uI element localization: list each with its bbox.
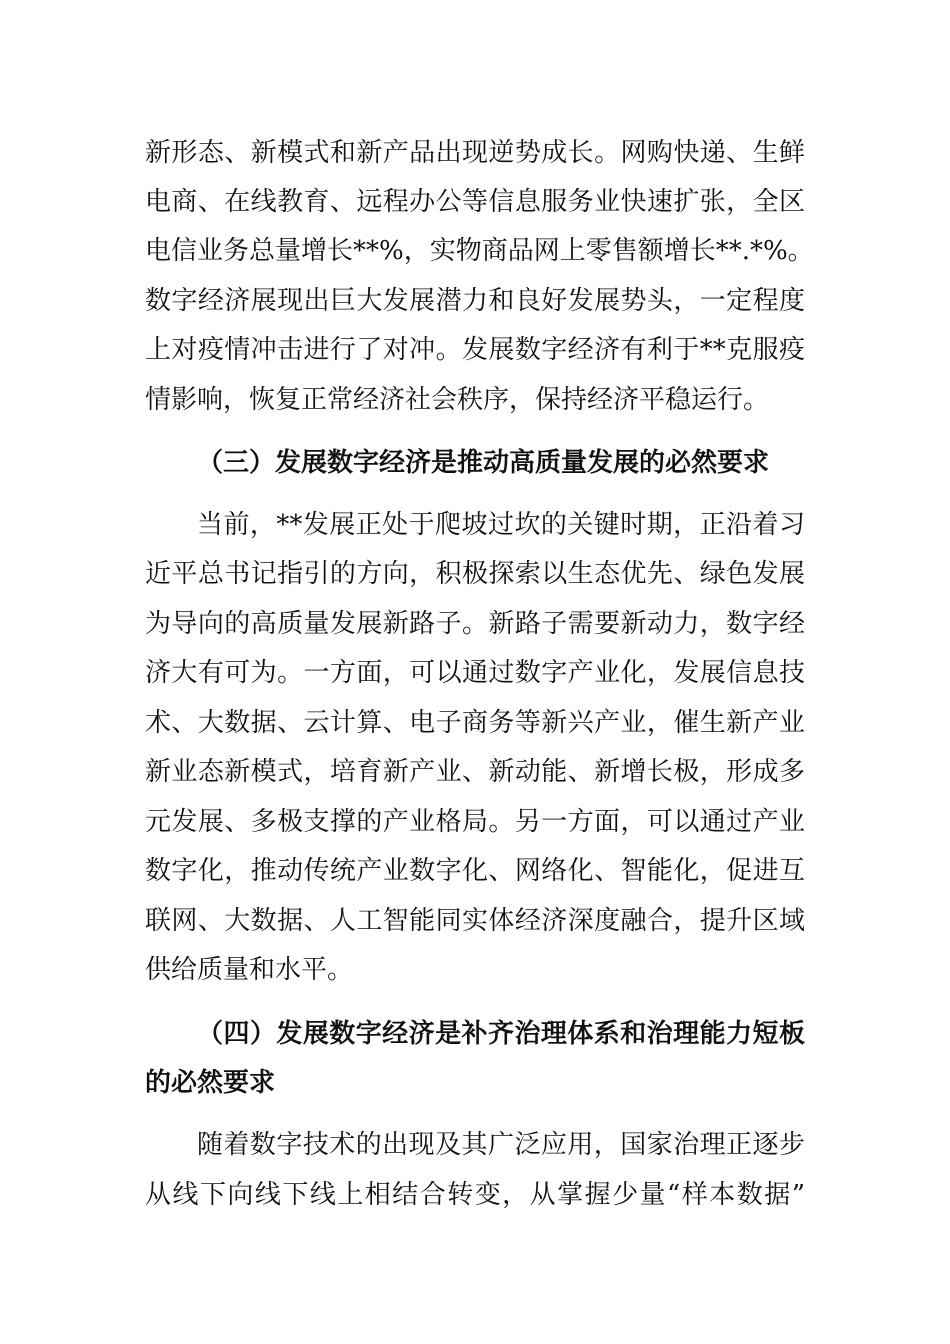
body-text-line: 电商、在线教育、远程办公等信息服务业快速扩张，全区 [145, 187, 805, 217]
body-text-line: 数字化，推动传统产业数字化、网络化、智能化，促进互 [145, 856, 805, 886]
body-text-line: 济大有可为。一方面，可以通过数字产业化，发展信息技 [145, 658, 805, 688]
body-text-line: 随着数字技术的出现及其广泛应用，国家治理正逐步 [197, 1130, 805, 1160]
section-heading: （三）发展数字经济是推动高质量发展的必然要求 [197, 448, 770, 478]
body-text-line: 数字经济展现出巨大发展潜力和良好发展势头，一定程度 [145, 286, 805, 316]
body-text-line: 电信业务总量增长**%，实物商品网上零售额增长**.*%。 [145, 236, 814, 266]
body-text-line: 联网、大数据、人工智能同实体经济深度融合，提升区域 [145, 906, 805, 936]
body-text-line: 新业态新模式，培育新产业、新动能、新增长极，形成多 [145, 757, 805, 787]
body-text-line: 从线下向线下线上相结合转变，从掌握少量“样本数据” [145, 1180, 805, 1210]
body-text-line: 元发展、多极支撑的产业格局。另一方面，可以通过产业 [145, 807, 805, 837]
body-text-line: 术、大数据、云计算、电子商务等新兴产业，催生新产业 [145, 708, 805, 738]
section-heading: 的必然要求 [145, 1068, 276, 1098]
body-text-line: 当前，**发展正处于爬坡过坎的关键时期，正沿着习 [197, 510, 805, 540]
body-text-line: 近平总书记指引的方向，积极探索以生态优先、绿色发展 [145, 559, 805, 589]
body-text-line: 新形态、新模式和新产品出现逆势成长。网购快递、生鲜 [145, 138, 805, 168]
body-text-line: 为导向的高质量发展新路子。新路子需要新动力，数字经 [145, 609, 805, 639]
body-text-line: 情影响，恢复正常经济社会秩序，保持经济平稳运行。 [145, 385, 770, 415]
section-heading: （四）发展数字经济是补齐治理体系和治理能力短板 [197, 1019, 805, 1049]
body-text-line: 上对疫情冲击进行了对冲。发展数字经济有利于**克服疫 [145, 335, 805, 365]
body-text-line: 供给质量和水平。 [145, 955, 354, 985]
